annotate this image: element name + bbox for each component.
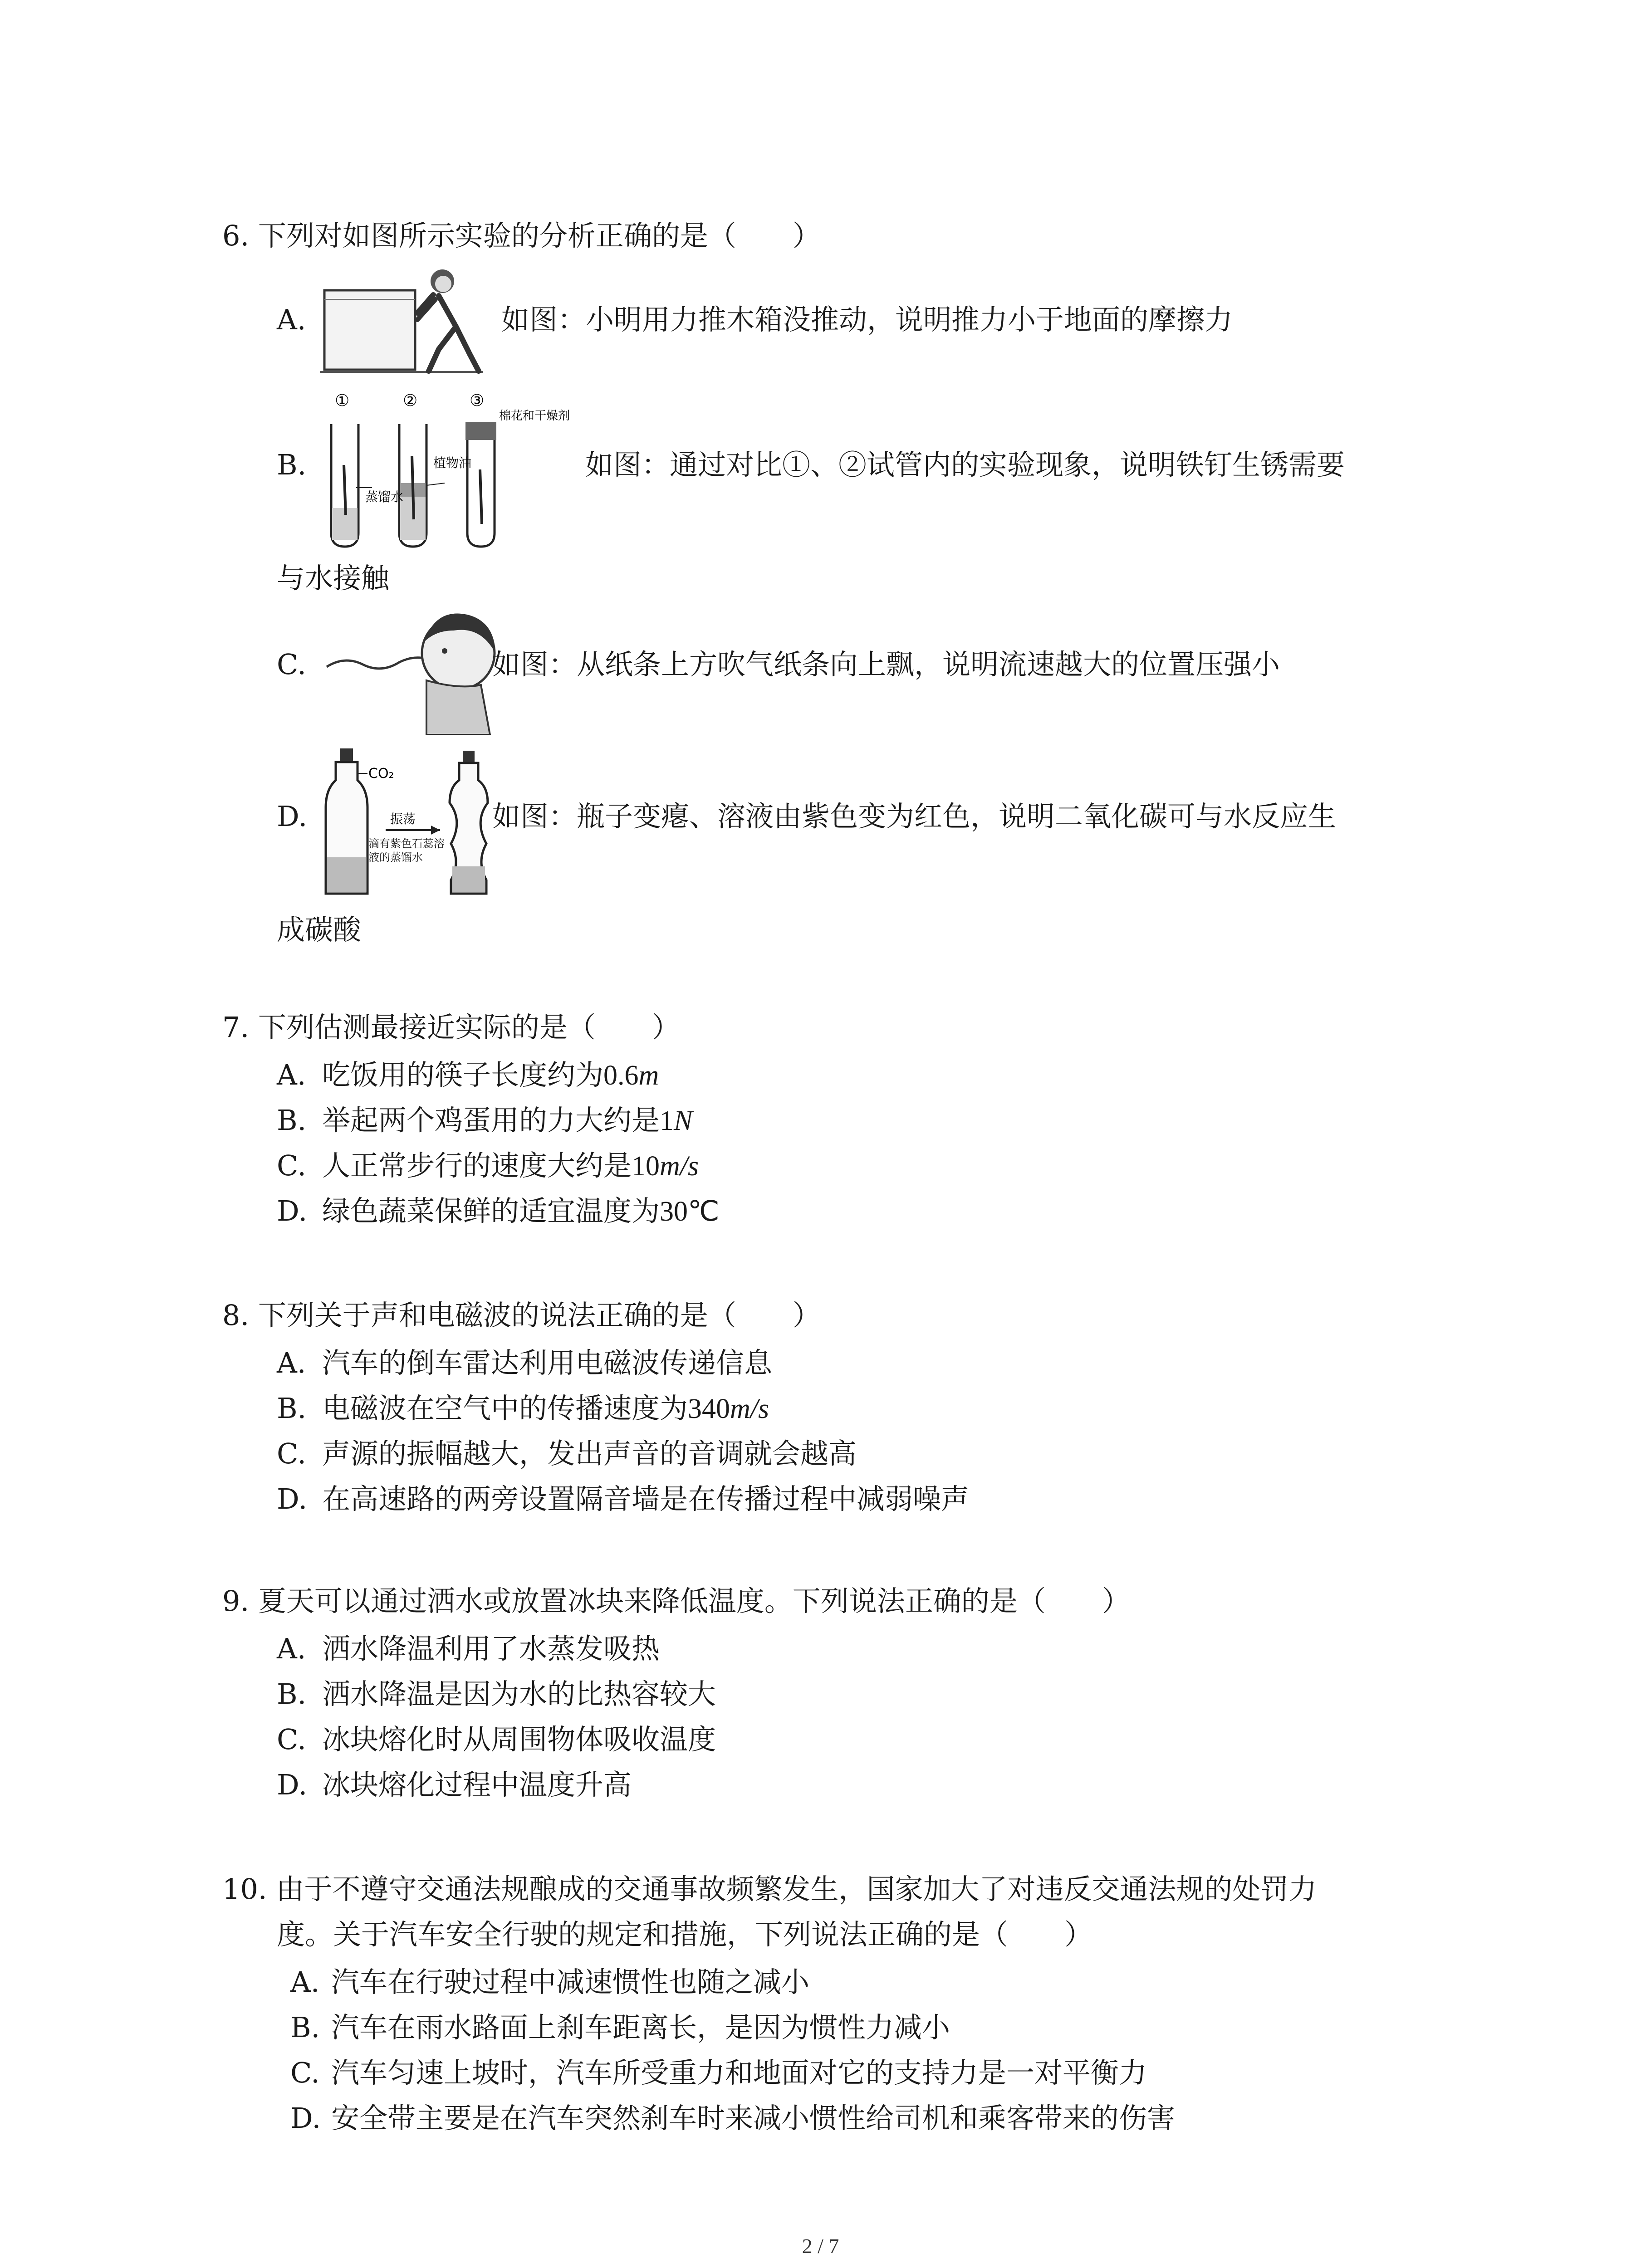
figure-blow-paper <box>318 599 499 735</box>
option-6b-text: 如图：通过对比①、②试管内的实验现象，说明铁钉生锈需要 <box>585 448 1345 481</box>
option-text: 汽车在行驶过程中减速惯性也随之减小 <box>331 1965 810 1999</box>
figure-push-box <box>320 263 501 386</box>
label-plant-oil: 植物油 <box>433 455 472 470</box>
option-text: 汽车在雨水路面上刹车距离长，是因为惯性力减小 <box>331 2011 950 2044</box>
question-number: 6. <box>222 219 250 252</box>
option-text: 吃饭用的筷子长度约为 <box>322 1058 604 1091</box>
figure-bottles <box>318 744 499 903</box>
option-6d-letter: D. <box>277 800 308 833</box>
paper-strip <box>327 658 426 669</box>
option-value: 0.6 <box>603 1060 639 1091</box>
option-8a <box>277 1345 772 1381</box>
option-text: 冰块熔化时从周围物体吸收温度 <box>322 1723 716 1756</box>
option-9a <box>277 1631 660 1667</box>
option-8c <box>277 1436 857 1472</box>
question-text: 下列关于声和电磁波的说法正确的是（ ） <box>258 1299 821 1332</box>
question-text: 下列对如图所示实验的分析正确的是（ ） <box>258 219 821 252</box>
option-6a-letter: A. <box>277 303 306 336</box>
question-number: 8. <box>222 1299 250 1332</box>
option-text: 汽车匀速上坡时，汽车所受重力和地面对它的支持力是一对平衡力 <box>331 2056 1147 2089</box>
question-number: 7. <box>222 1011 250 1044</box>
question-10-stem-line2: 度。关于汽车安全行驶的规定和措施，下列说法正确的是（ ） <box>277 1918 1093 1951</box>
question-10-stem <box>222 1871 1317 1907</box>
option-7a <box>277 1057 659 1094</box>
option-6d-text: 如图：瓶子变瘪、溶液由紫色变为红色，说明二氧化碳可与水反应生 <box>492 800 1337 833</box>
option-letter: C. <box>277 1437 306 1470</box>
option-text: 绿色蔬菜保鲜的适宜温度为 <box>322 1194 660 1227</box>
tube-1-label: ① <box>335 391 350 410</box>
figure-test-tubes <box>318 388 576 553</box>
option-unit: m/s <box>730 1393 769 1424</box>
option-10c <box>290 2055 1147 2091</box>
option-letter: C. <box>277 1723 306 1756</box>
label-co2: CO₂ <box>368 766 394 782</box>
option-10b <box>290 2009 950 2046</box>
question-6-stem <box>222 218 821 254</box>
question-7-stem <box>222 1009 680 1046</box>
option-letter: C. <box>290 2056 320 2089</box>
option-unit: N <box>674 1105 693 1136</box>
option-letter: B. <box>277 1104 307 1137</box>
option-6c-text: 如图：从纸条上方吹气纸条向上飘，说明流速越大的位置压强小 <box>492 648 1280 681</box>
tube-2-label: ② <box>403 391 418 410</box>
option-text: 举起两个鸡蛋用的力大约是 <box>322 1104 660 1137</box>
question-9-stem <box>222 1583 1130 1619</box>
option-value: 340 <box>688 1393 730 1424</box>
question-text: 下列估测最接近实际的是（ ） <box>258 1011 680 1044</box>
question-number: 10. <box>222 1872 267 1906</box>
option-6b-letter: B. <box>277 448 307 481</box>
label-distilled-water: 蒸馏水 <box>365 489 404 504</box>
tube-3-label: ③ <box>470 391 485 410</box>
option-letter: A. <box>277 1346 306 1379</box>
option-10a <box>290 1964 809 2000</box>
option-value: 1 <box>660 1105 674 1136</box>
option-6a-text: 如图：小明用力推木箱没推动，说明推力小于地面的摩擦力 <box>501 303 1233 336</box>
option-letter: C. <box>277 1149 306 1182</box>
option-value: 30℃ <box>660 1196 720 1227</box>
question-text: 夏天可以通过洒水或放置冰块来降低温度。下列说法正确的是（ ） <box>258 1584 1130 1618</box>
option-text: 声源的振幅越大，发出声音的音调就会越高 <box>322 1437 857 1470</box>
option-text: 人正常步行的速度大约是 <box>322 1149 632 1182</box>
option-9d <box>277 1767 632 1803</box>
option-text: 安全带主要是在汽车突然刹车时来减小惯性给司机和乘客带来的伤害 <box>331 2102 1176 2135</box>
option-text: 电磁波在空气中的传播速度为 <box>322 1392 688 1425</box>
question-8-stem <box>222 1297 821 1334</box>
question-text: 由于不遵守交通法规酿成的交通事故频繁发生，国家加大了对违反交通法规的处罚力 <box>276 1872 1317 1906</box>
option-8b <box>277 1390 769 1427</box>
option-6c-letter: C. <box>277 648 306 681</box>
option-text: 洒水降温是因为水的比热容较大 <box>322 1677 716 1711</box>
option-text: 冰块熔化过程中温度升高 <box>322 1768 632 1801</box>
option-9c <box>277 1721 716 1758</box>
option-letter: B. <box>277 1392 307 1425</box>
option-text: 洒水降温利用了水蒸发吸热 <box>322 1632 660 1665</box>
option-letter: D. <box>277 1194 308 1227</box>
question-number: 9. <box>222 1584 250 1618</box>
option-letter: D. <box>277 1482 308 1515</box>
option-8d <box>277 1481 969 1517</box>
option-text: 汽车的倒车雷达利用电磁波传递信息 <box>322 1346 773 1379</box>
option-7d <box>277 1193 720 1230</box>
option-letter: A. <box>277 1632 306 1665</box>
option-text: 在高速路的两旁设置隔音墙是在传播过程中减弱噪声 <box>322 1482 970 1515</box>
page-number: 2 / 7 <box>802 2234 839 2258</box>
option-unit: m/s <box>660 1151 699 1182</box>
option-7c <box>277 1148 699 1184</box>
label-cotton-desiccant: 棉花和干燥剂 <box>499 409 570 423</box>
option-letter: A. <box>277 1058 306 1091</box>
option-letter: B. <box>277 1677 307 1711</box>
option-letter: D. <box>277 1768 308 1801</box>
option-7b <box>277 1102 692 1139</box>
option-6d-continuation: 成碳酸 <box>277 913 362 946</box>
option-value: 10 <box>632 1151 660 1182</box>
option-letter: A. <box>290 1965 320 1999</box>
option-letter: D. <box>290 2102 321 2135</box>
label-litmus-water: 滴有紫色石蕊溶液的蒸馏水 <box>368 837 445 864</box>
wooden-box <box>324 290 415 370</box>
label-shake: 振荡 <box>390 811 416 826</box>
option-letter: B. <box>290 2011 320 2044</box>
option-9b <box>277 1676 716 1712</box>
option-10d <box>290 2100 1175 2136</box>
option-unit: m <box>638 1060 659 1091</box>
option-6b-continuation: 与水接触 <box>277 562 390 595</box>
